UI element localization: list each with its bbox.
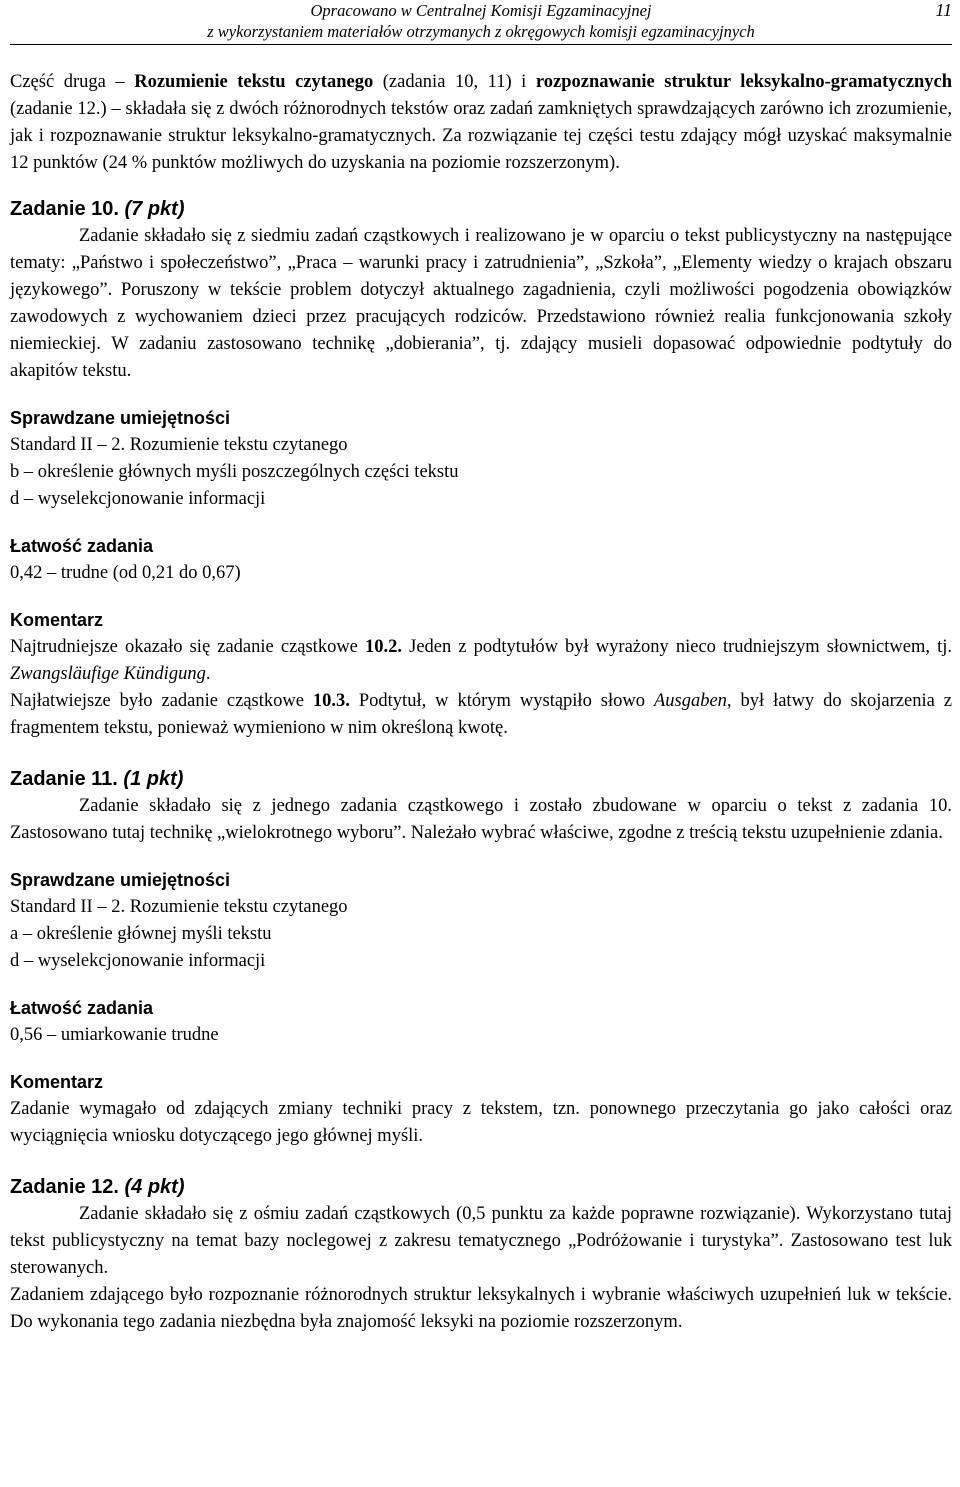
task-11-title bbox=[10, 766, 952, 793]
comment-italic-term: Ausgaben, bbox=[653, 691, 732, 711]
page-header bbox=[10, 0, 952, 45]
task-11-ease-heading: Łatwość zadania bbox=[10, 998, 154, 1018]
task-10-skill-b: b – określenie głównych myśli poszczególnych części tekstu bbox=[10, 462, 459, 482]
comment-text: . bbox=[205, 664, 211, 684]
task-11-skill-d: d – wyselekcjonowanie informacji bbox=[10, 951, 266, 971]
page-number: 11 bbox=[935, 0, 952, 20]
intro-bold-structures: rozpoznawanie struktur leksykalno-gramatycznych bbox=[535, 72, 953, 92]
intro-bold-reading: Rozumienie tekstu czytanego bbox=[134, 72, 374, 92]
intro-text: Część druga – bbox=[10, 72, 135, 92]
comment-text: Podtytuł, w którym wystąpiło słowo bbox=[349, 691, 654, 711]
task-10-description: Zadanie składało się z siedmiu zadań cząstkowych i realizowano je w oparciu o tekst publicystyczny na następujące tematy: „Państwo i społeczeństwo”, „Praca – warunki pracy i zatrudnienia”, „Szkoła”, „Elementy wiedzy o krajach obszaru językowego”. Poruszony w tekście problem dotyczył aktualnego zagadnienia, czyli możliwości pogodzenia obowiązków zawodowych z wychowaniem dzieci przez pracujących rodziców. Przedstawiono również realia funkcjonowania szkoły niemieckiej. W zadaniu zastosowano technikę „dobierania”, tj. zdający musieli dopasować odpowiednie podtytuły do akapitów tekstu. bbox=[10, 226, 952, 381]
task-11-description: Zadanie składało się z jednego zadania cząstkowego i zostało zbudowane w oparciu o tekst z zadania 10. Zastosowano tutaj technikę „wielokrotnego wyboru”. Należało wybrać właściwe, zgodne z treścią tekstu uzupełnienie zdania. bbox=[10, 796, 952, 843]
task-11-comment-heading: Komentarz bbox=[10, 1072, 104, 1092]
task-10-comment-a bbox=[10, 634, 952, 688]
task-points: (7 pkt) bbox=[124, 198, 185, 220]
intro-text: (zadania 10, 11) i bbox=[373, 72, 536, 92]
task-title-text: Zadanie 10. bbox=[10, 198, 119, 220]
comment-text: Jeden z podtytułów był wyrażony nieco trudniejszym słownictwem, tj. bbox=[402, 637, 952, 657]
comment-text: Najłatwiejsze było zadanie cząstkowe bbox=[10, 691, 313, 711]
comment-italic-term: Zwangsläufige Kündigung bbox=[10, 664, 206, 684]
task-10-title bbox=[10, 196, 952, 223]
task-12-title bbox=[10, 1174, 952, 1201]
task-10-skills-heading: Sprawdzane umiejętności bbox=[10, 408, 231, 428]
task-11-comment: Zadanie wymagało od zdających zmiany techniki pracy z tekstem, tzn. ponownego przeczytania go jako całości oraz wyciągnięcia wniosku dotyczącego jego głównej myśli. bbox=[10, 1099, 952, 1146]
header-line-1: Opracowano w Centralnej Komisji Egzaminacyjnej bbox=[310, 1, 652, 20]
task-points: (4 pkt) bbox=[124, 1176, 185, 1198]
comment-bold-number: 10.3. bbox=[312, 691, 350, 711]
task-10-ease-value: 0,42 – trudne (od 0,21 do 0,67) bbox=[10, 563, 241, 583]
task-10-comment-heading: Komentarz bbox=[10, 610, 104, 630]
task-11-skill-standard: Standard II – 2. Rozumienie tekstu czytanego bbox=[10, 897, 348, 917]
intro-text: (zadanie 12.) – składała się z dwóch różnorodnych tekstów oraz zadań zamkniętych sprawdzających zarówno ich zrozumienie, jak i rozpoznawanie struktur leksykalno-gramatycznych. Za rozwiązanie tej części testu zdający mógł uzyskać maksymalnie 12 punktów (24 % punktów możliwych do uzyskania na poziomie rozszerzonym). bbox=[10, 99, 952, 173]
task-title-text: Zadanie 11. bbox=[10, 768, 118, 790]
intro-paragraph bbox=[10, 69, 952, 177]
task-10-comment-b bbox=[10, 688, 952, 742]
document-page bbox=[10, 0, 952, 1336]
task-11-skill-a: a – określenie głównej myśli tekstu bbox=[10, 924, 272, 944]
task-points: (1 pkt) bbox=[123, 768, 184, 790]
comment-bold-number: 10.2. bbox=[365, 637, 403, 657]
task-11-skills-heading: Sprawdzane umiejętności bbox=[10, 870, 231, 890]
task-title-text: Zadanie 12. bbox=[10, 1176, 119, 1198]
header-line-2: z wykorzystaniem materiałów otrzymanych z okręgowych komisji egzaminacyjnych bbox=[207, 22, 755, 41]
task-12-description-2: Zadaniem zdającego było rozpoznanie różnorodnych struktur leksykalnych i wybranie właściwych uzupełnień luk w tekście. Do wykonania tego zadania niezbędna była znajomość leksyki na poziomie rozszerzonym. bbox=[10, 1285, 952, 1332]
task-11-ease-value: 0,56 – umiarkowanie trudne bbox=[10, 1025, 219, 1045]
comment-text: Najtrudniejsze okazało się zadanie cząstkowe bbox=[10, 637, 366, 657]
comment-text: był łatwy do skojarzenia z fragmentem tekstu, ponieważ wymieniono w nim określoną kwotę. bbox=[10, 691, 952, 738]
task-10-skill-standard: Standard II – 2. Rozumienie tekstu czytanego bbox=[10, 435, 348, 455]
task-12-description: Zadanie składało się z ośmiu zadań cząstkowych (0,5 punktu za każde poprawne rozwiązanie). Wykorzystano tutaj tekst publicystyczny na temat bazy noclegowej z zakresu tematycznego „Podróżowanie i turystyka”. Zastosowano test luk sterowanych. bbox=[10, 1204, 952, 1278]
task-10-skill-d: d – wyselekcjonowanie informacji bbox=[10, 489, 266, 509]
task-10-ease-heading: Łatwość zadania bbox=[10, 536, 154, 556]
